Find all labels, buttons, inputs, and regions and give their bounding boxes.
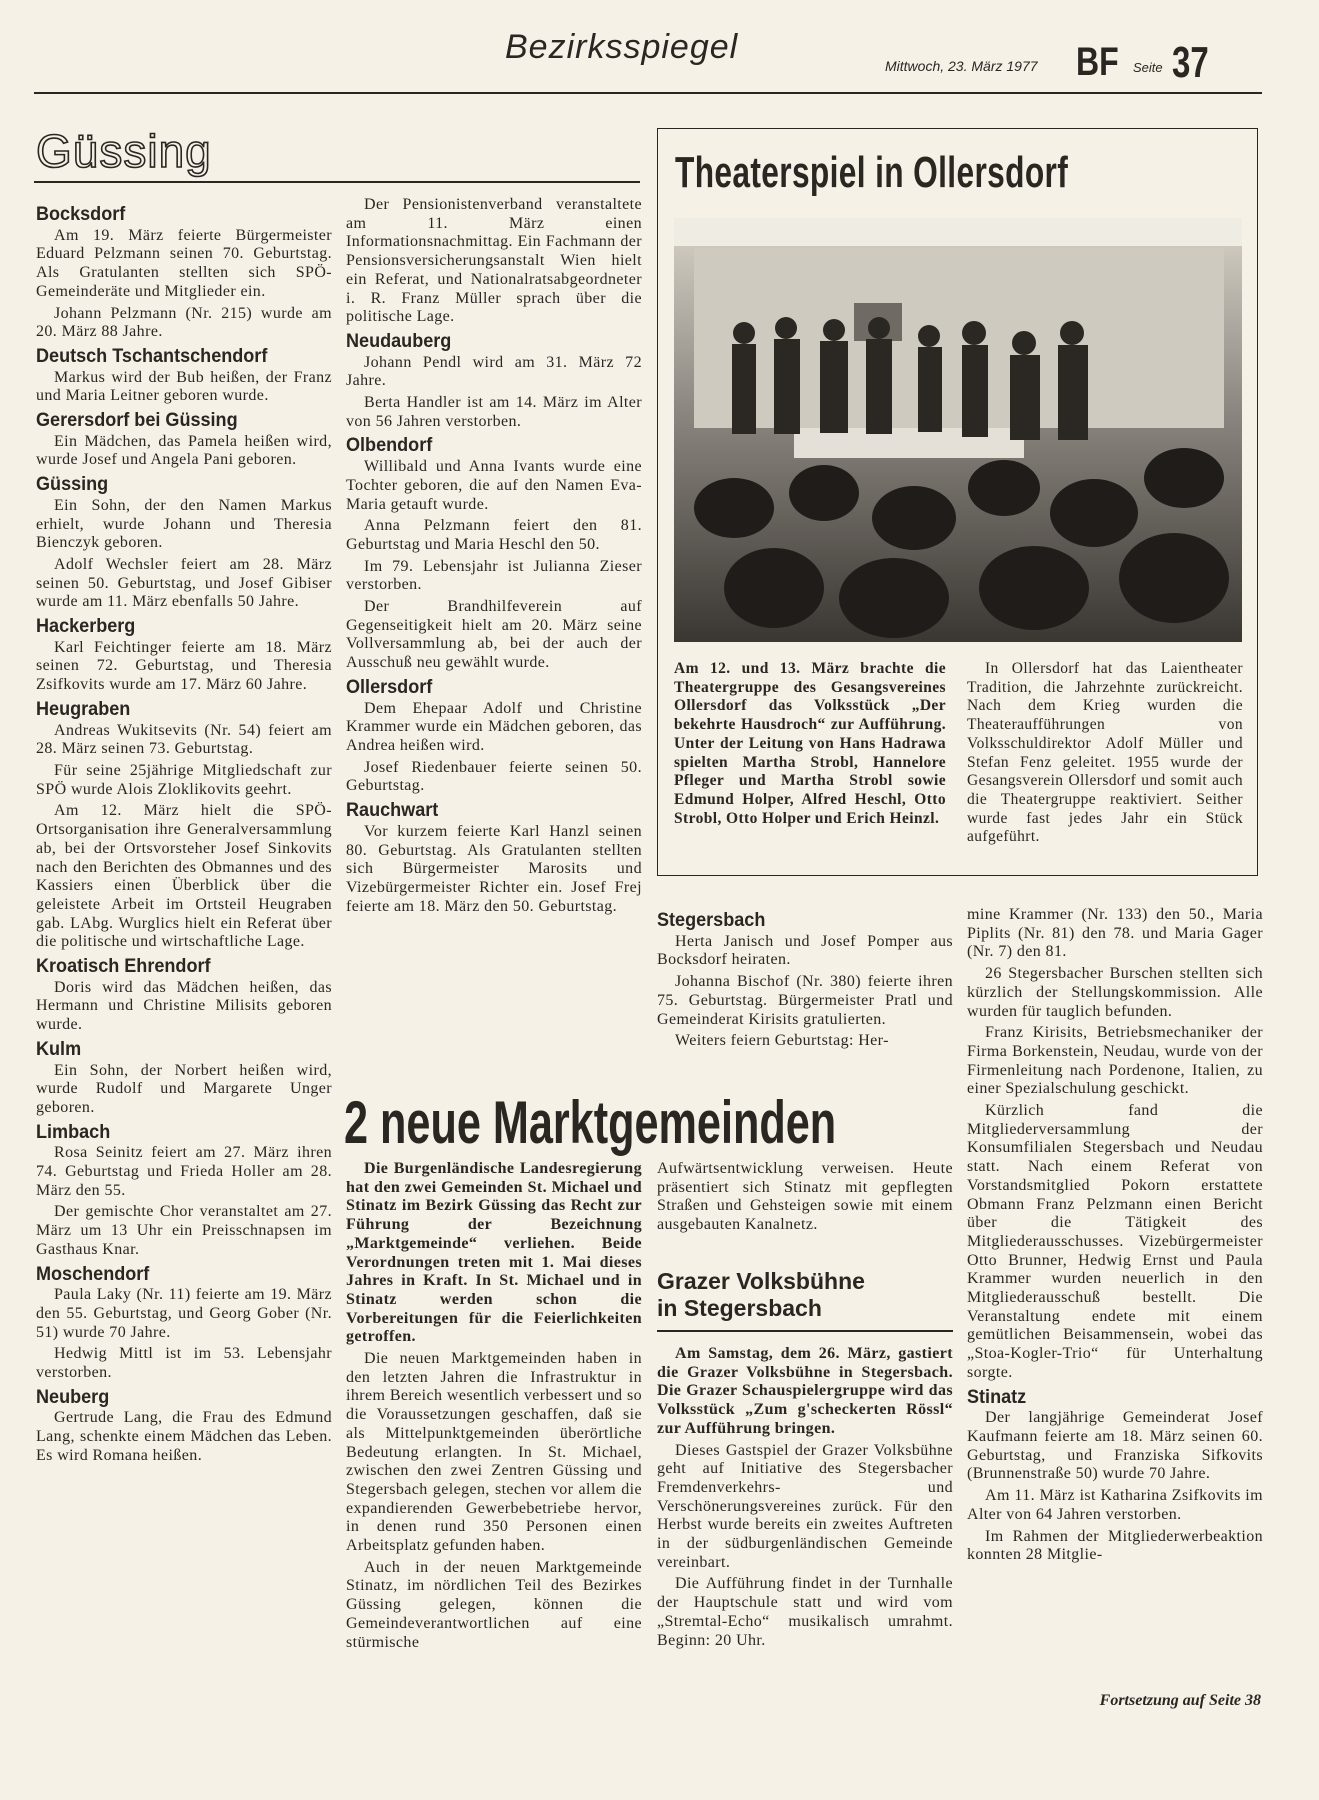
paragraph: Ein Sohn, der den Namen Markus erhielt, wurde Johann und Theresia Bienczyk geboren. — [36, 496, 332, 552]
paragraph: Im 79. Lebensjahr ist Julianna Zieser verstorben. — [346, 557, 642, 594]
markt-column-b — [657, 1160, 953, 1238]
paragraph: Willibald und Anna Ivants wurde eine Tochter geboren, die auf den Namen Eva-Maria getauft wurde. — [346, 458, 642, 513]
paragraph: Am Samstag, dem 26. März, gastiert die Grazer Volksbühne in Stegersbach. Die Grazer Schauspielergruppe wird das Volksstück „Zum g'scheckerten Rössl“ zur Aufführung bringen. — [657, 1345, 953, 1437]
paragraph: Der gemischte Chor veranstaltet am 27. März um 13 Uhr ein Preisschnapsen im Gasthaus Knar. — [36, 1203, 332, 1258]
paragraph: 26 Stegersbacher Burschen stellten sich kürzlich der Stellungskommission. Alle wurden für tauglich befunden. — [967, 965, 1263, 1020]
paragraph: Auch in der neuen Marktgemeinde Stinatz, im nördlichen Teil des Bezirkes Güssing gelegen, können die Gemeindeverantwortlichen auf eine stürmische — [346, 1558, 642, 1651]
paragraph: Ein Mädchen, das Pamela heißen wird, wurde Josef und Angela Pani geboren. — [36, 432, 332, 469]
paragraph: Die Aufführung findet in der Turnhalle der Hauptschule statt und wird vom „Stremtal-Echo“ musikalisch umrahmt. Beginn: 20 Uhr. — [657, 1575, 953, 1649]
paragraph: Am 12. und 13. März brachte die Theatergruppe des Gesangsvereines Ollersdorf das Volksstück „Der bekehrte Hausdroch“ zur Aufführung. Unter der Leitung von Hans Hadrawa spielten Martha Strobl, Hannelore Pfleger und Martha Strobl sowie Edmund Holper, Alfred Heschl, Otto Strobl, Otto Holper und Erich Heinzl. — [674, 660, 946, 827]
theater-headline: Theaterspiel in Ollersdorf — [675, 148, 1069, 197]
paragraph: Im Rahmen der Mitgliederwerbeaktion konnten 28 Mitglie- — [967, 1527, 1263, 1564]
paragraph: Johanna Bischof (Nr. 380) feierte ihren 75. Geburtstag. Bürgermeister Pratl und Gemeinderat Kirisits gratulierten. — [657, 973, 953, 1028]
paragraph: Am 12. März hielt die SPÖ-Ortsorganisation ihre Generalversammlung ab, bei der Ortsvorsteher Josef Sinkovits nach den Berichten des Obmannes und des Kassiers einen Überblick über die geleistete Arbeit im Ortsteil Heugraben gab. LAbg. Wurglics hielt ein Referat über die politische und wirtschaftliche Lage. — [36, 802, 332, 951]
paragraph: Vor kurzem feierte Karl Hanzl seinen 80. Geburtstag. Als Gratulanten stellten sich Bürgermeister Marosits und Vizebürgermeister Richter ein. Josef Frej feierte am 18. März den 50. Geburtstag. — [346, 822, 642, 915]
grazer-headline-line2: in Stegersbach — [657, 1295, 822, 1321]
paragraph: Adolf Wechsler feiert am 28. März seinen 50. Geburtstag, und Josef Gibiser wurde am 11. März ebenfalls 50 Jahre. — [36, 555, 332, 611]
section-heading: Hackerberg — [36, 616, 136, 638]
paragraph: Der Brandhilfeverein auf Gegenseitigkeit hielt am 20. März seine Vollversammlung ab, bei der auch der Ausschuß neu gewählt wurde. — [346, 598, 642, 672]
column-stegersbach — [657, 906, 953, 1054]
column-local-news-1 — [36, 200, 332, 1469]
section-heading: Deutsch Tschantschendorf — [36, 345, 268, 367]
paragraph: Am 19. März feierte Bürgermeister Eduard Pelzmann seinen 70. Geburtstag. Als Gratulanten stellten sich SPÖ-Gemeinderäte und Mitglieder ein. — [36, 226, 332, 300]
paragraph: Aufwärtsentwicklung verweisen. Heute präsentiert sich Stinatz mit gepflegten Straßen und Gehsteigen sowie mit einem ausgebauten Kanalnetz. — [657, 1160, 953, 1234]
header-rule — [34, 92, 1262, 94]
continuation-note: Fortsetzung auf Seite 38 — [1099, 1692, 1261, 1709]
paragraph: Am 11. März ist Katharina Zsifkovits im Alter von 64 Jahren verstorben. — [967, 1487, 1263, 1523]
paragraph: Ein Sohn, der Norbert heißen wird, wurde Rudolf und Margarete Unger geboren. — [36, 1061, 332, 1116]
paragraph: Franz Kirisits, Betriebsmechaniker der Firma Borkenstein, Neudau, wurde von der Firmenleitung nach Pordenone, Italien, zu einer Spezialschulung geschickt. — [967, 1024, 1263, 1098]
section-heading: Moschendorf — [36, 1263, 150, 1285]
section-heading: Kroatisch Ehrendorf — [36, 956, 211, 978]
paragraph: Rosa Seinitz feiert am 27. März ihren 74. Geburtstag und Frieda Holler am 28. März den 55. — [36, 1144, 332, 1199]
theater-photo — [674, 218, 1242, 642]
paragraph: Karl Feichtinger feierte am 18. März seinen 72. Geburtstag, und Theresia Zsifkovits wurde am 17. März 60 Jahre. — [36, 638, 332, 694]
paragraph: Dieses Gastspiel der Grazer Volksbühne geht auf Initiative des Stegersbacher Fremdenverkehrs- und Verschönerungsvereines zurück. Für den Herbst wurde bereits ein zweites Auftreten in der südburgenländischen Gemeinde vereinbart. — [657, 1441, 953, 1571]
page-label: Seite — [1133, 60, 1163, 75]
grazer-headline — [657, 1268, 865, 1322]
section-heading: Ollersdorf — [346, 676, 433, 698]
region-logo: Güssing — [36, 125, 212, 177]
paragraph: Doris wird das Mädchen heißen, das Hermann und Christine Milisits geboren wurde. — [36, 978, 332, 1034]
paragraph: In Ollersdorf hat das Laientheater Tradition, die Jahrzehnte zurückreicht. Nach dem Krieg wurden die Theateraufführungen von Volksschuldirektor Adolf Müller und Stefan Fenz geleitet. 1955 wurde der Gesangsverein Ollersdorf und somit auch die Theatergruppe reaktiviert. Seither wurde fast jedes Jahr ein Stück aufgeführt. — [967, 660, 1243, 846]
paragraph: mine Krammer (Nr. 133) den 50., Maria Piplits (Nr. 81) den 78. und Maria Gager (Nr. 7) den 81. — [967, 906, 1263, 961]
paragraph: Markus wird der Bub heißen, der Franz und Maria Leitner geboren wurde. — [36, 368, 332, 405]
paragraph: Der langjährige Gemeinderat Josef Kaufmann feierte am 18. März seinen 60. Geburtstag, und Franziska Sifkovits (Brunnenstraße 50) wurde 70 Jahre. — [967, 1409, 1263, 1483]
grazer-headline-line1: Grazer Volksbühne — [657, 1268, 865, 1294]
paragraph: Berta Handler ist am 14. März im Alter von 56 Jahren verstorben. — [346, 394, 642, 430]
section-heading: Bocksdorf — [36, 204, 126, 225]
column-local-news-2 — [346, 196, 642, 919]
paragraph: Herta Janisch und Josef Pomper aus Bocksdorf heiraten. — [657, 932, 953, 969]
section-rule — [34, 181, 640, 183]
paragraph: Josef Riedenbauer feierte seinen 50. Geburtstag. — [346, 758, 642, 795]
column-right — [967, 906, 1263, 1568]
section-heading: Rauchwart — [346, 800, 439, 822]
paragraph: Der Pensionistenverband veranstaltete am 11. März einen Informationsnachmittag. Ein Fachmann der Pensionsversicherungsanstalt Wien hielt ein Referat, und Nationalratsabgeordneter i. R. Franz Müller sprach über die politische Lage. — [346, 196, 642, 326]
paragraph: Andreas Wukitsevits (Nr. 54) feiert am 28. März seinen 73. Geburtstag. — [36, 721, 332, 758]
section-heading: Neudauberg — [346, 330, 452, 352]
paragraph: Hedwig Mittl ist im 53. Lebensjahr verstorben. — [36, 1345, 332, 1382]
paragraph: Kürzlich fand die Mitgliederversammlung der Konsumfilialen Stegersbach und Neudau statt. Nach einem Referat von Vorstandsmitglied Pokorn erstattete Obmann Franz Pelzmann einen Bericht über die Tätigkeit des Mitgliederausschusses. Vizebürgermeister Otto Brunner, Hedwig Ernst und Paula Krammer wurden neuerlich in den Mitgliederausschuß bestellt. Die Veranstaltung endete mit einem gemütlichen Beisammensein, wobei das „Stoa-Kogler-Trio“ für Unterhaltung sorgte. — [967, 1102, 1263, 1381]
paragraph: Anna Pelzmann feiert den 81. Geburtstag und Maria Heschl den 50. — [346, 517, 642, 553]
issue-date: Mittwoch, 23. März 1977 — [885, 58, 1038, 74]
paragraph: Paula Laky (Nr. 11) feierte am 19. März den 55. Geburtstag, und Georg Gober (Nr. 51) wurde 70 Jahre. — [36, 1286, 332, 1341]
grazer-rule — [657, 1330, 953, 1332]
paragraph: Die neuen Marktgemeinden haben in den letzten Jahren die Infrastruktur in ihrem Bereich wesentlich verbessert und so die Voraussetzungen geschaffen, daß sie als Mittelpunktgemeinden überörtliche Bedeutung erlangten. In St. Michael, zwischen den zwei Zentren Güssing und Stegersbach gelegen, stechen vor allem die expandierenden Gewerbebetriebe hervor, in denen rund 350 Personen einen Arbeitsplatz gefunden haben. — [346, 1350, 642, 1555]
grazer-column — [657, 1345, 953, 1653]
paragraph: Gertrude Lang, die Frau des Edmund Lang, schenkte einem Mädchen das Leben. Es wird Romana heißen. — [36, 1409, 332, 1464]
markt-column-a — [346, 1160, 642, 1655]
paragraph: Weiters feiern Geburtstag: Her- — [675, 1032, 889, 1050]
section-heading: Güssing — [36, 474, 109, 496]
paragraph: Die Burgenländische Landesregierung hat den zwei Gemeinden St. Michael und Stinatz im Bezirk Güssing das Recht zur Führung der Bezeichnung „Marktgemeinde“ verliehen. Beide Verordnungen treten mit 1. Mai dieses Jahres in Kraft. In St. Michael und in Stinatz werden schon die Vorbereitungen für die Feierlichkeiten getroffen. — [346, 1160, 642, 1346]
section-heading: Stegersbach — [657, 910, 766, 931]
section-title: Bezirksspiegel — [505, 28, 739, 66]
theater-caption — [674, 660, 946, 831]
section-heading: Gerersdorf bei Güssing — [36, 410, 238, 432]
paragraph: Dem Ehepaar Adolf und Christine Krammer wurde ein Mädchen geboren, das Andrea heißen wird. — [346, 699, 642, 754]
section-heading: Stinatz — [967, 1386, 1027, 1408]
paragraph: Für seine 25jährige Mitgliedschaft zur SPÖ wurde Alois Zloklikovits geehrt. — [36, 761, 332, 798]
section-heading: Neuberg — [36, 1386, 110, 1408]
section-heading: Heugraben — [36, 698, 131, 720]
paper-logo: BF — [1076, 40, 1119, 84]
paragraph: Johann Pendl wird am 31. März 72 Jahre. — [346, 353, 642, 390]
theater-text — [967, 660, 1243, 850]
section-heading: Limbach — [36, 1121, 111, 1143]
markt-headline: 2 neue Marktgemeinden — [344, 1089, 837, 1156]
paragraph: Johann Pelzmann (Nr. 215) wurde am 20. März 88 Jahre. — [36, 304, 332, 341]
section-heading: Olbendorf — [346, 435, 433, 457]
page-number: 37 — [1172, 38, 1209, 87]
section-heading: Kulm — [36, 1038, 82, 1060]
